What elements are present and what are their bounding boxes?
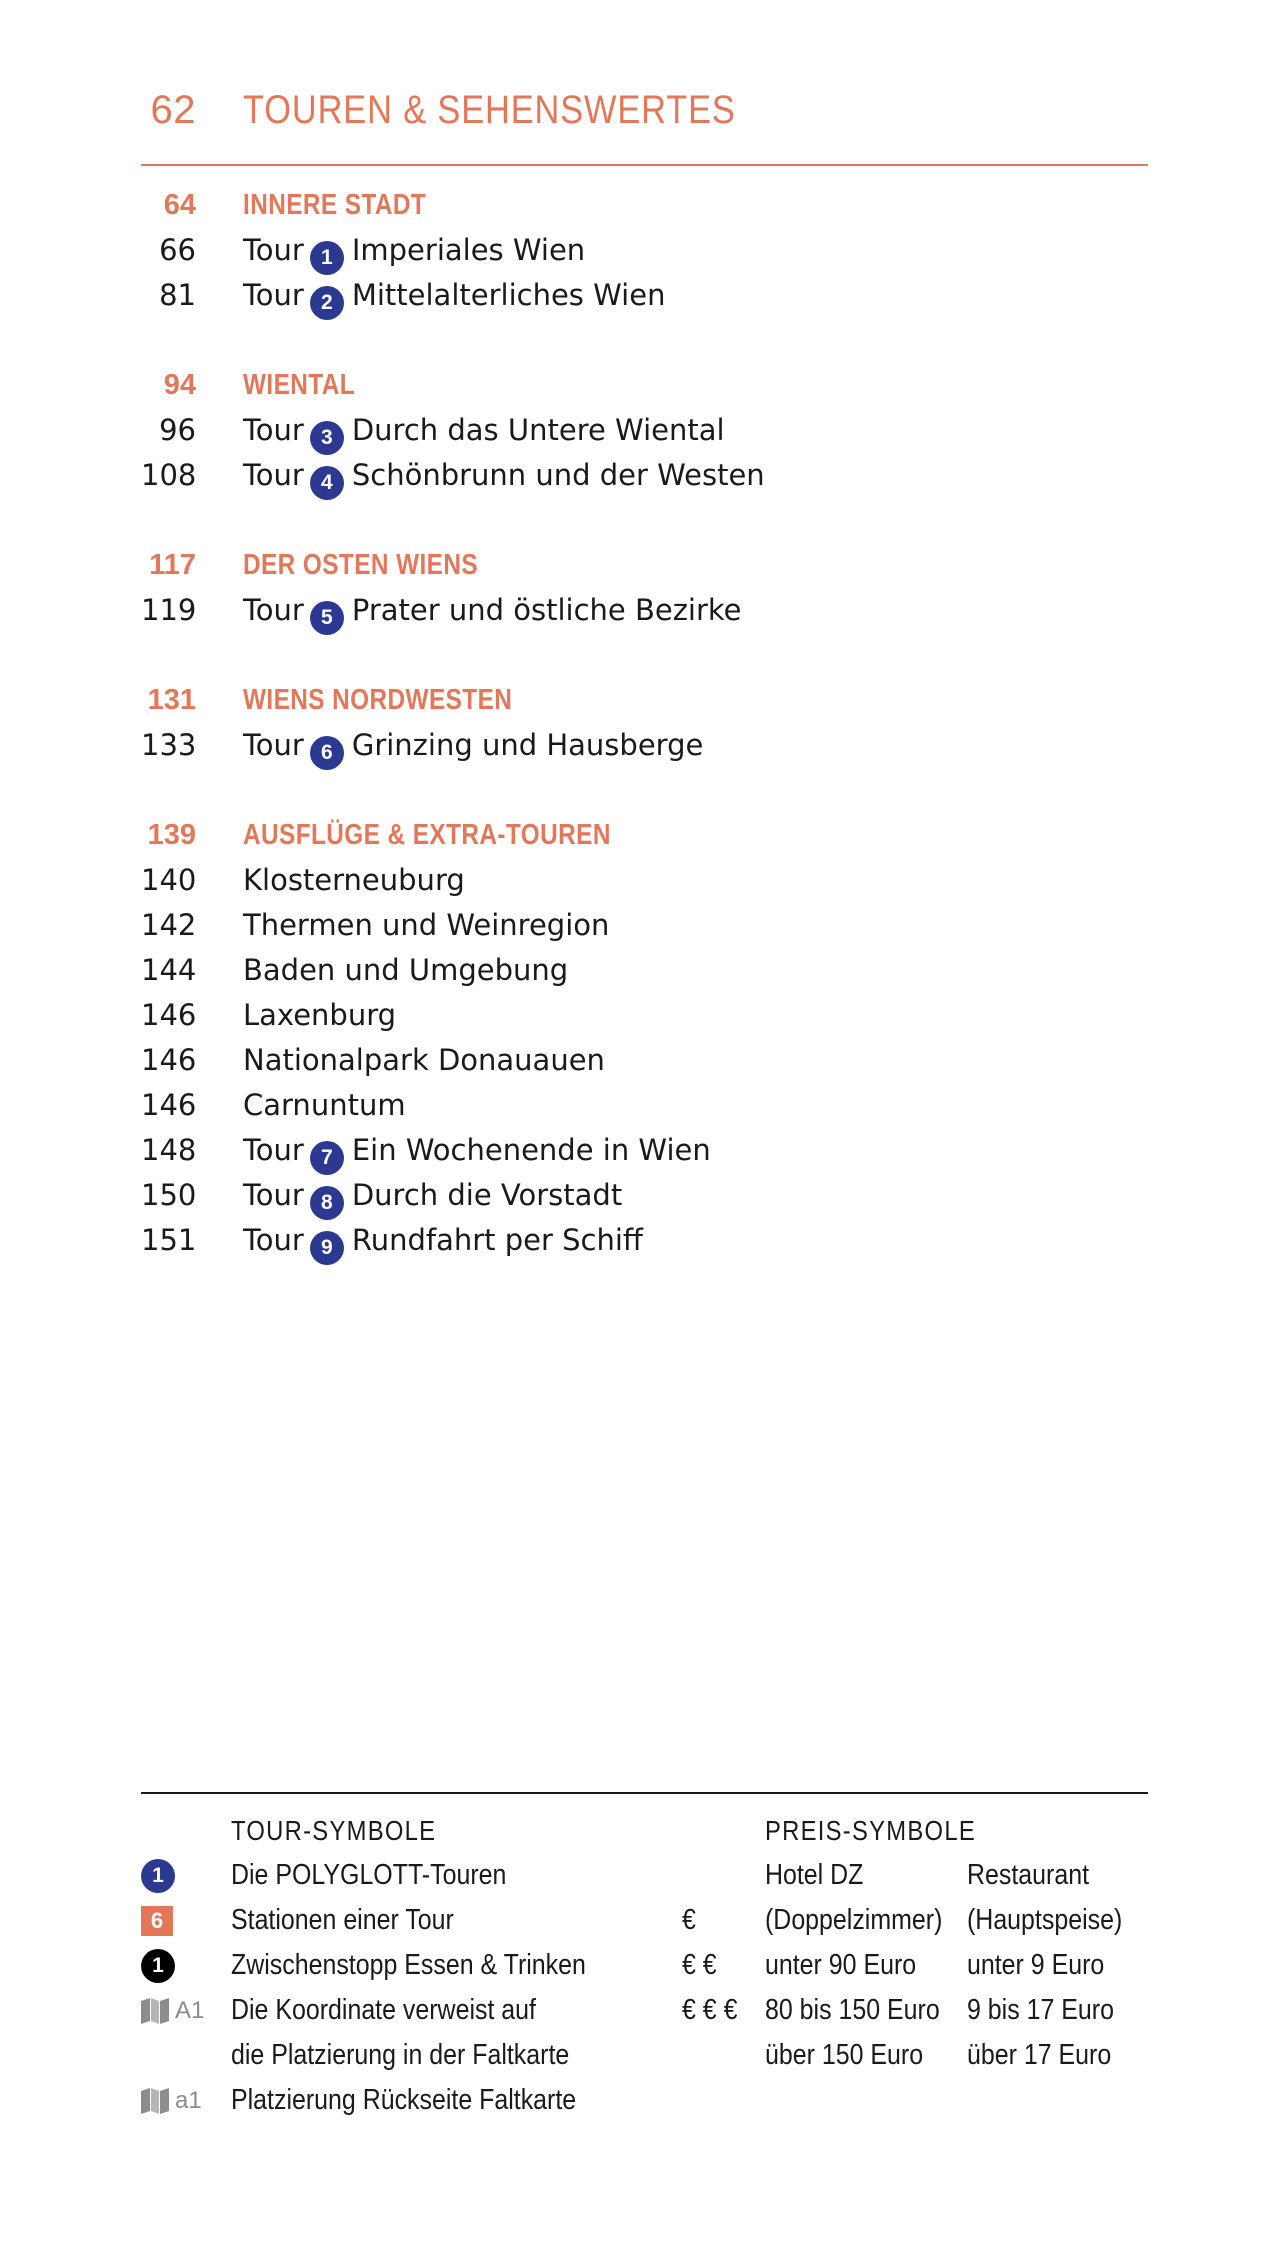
tour-number-badge: 6: [310, 736, 344, 770]
map-coordinate-label: a1: [175, 2086, 202, 2114]
section-title: DER OSTEN WIENS: [243, 549, 479, 581]
entry-title: Durch die Vorstadt: [351, 1178, 623, 1212]
toc-section-der-osten-wiens: [141, 543, 1141, 633]
toc-entry[interactable]: [141, 408, 1141, 453]
tour-label: Tour: [243, 1223, 304, 1257]
price-restaurant-cell: unter 9 Euro: [967, 1949, 1105, 1981]
map-back-coordinate-symbol: [141, 2078, 202, 2123]
section-heading[interactable]: [141, 678, 1141, 723]
folded-map-icon: [141, 1998, 169, 2024]
price-symbol: €: [682, 1904, 696, 1936]
header-divider: [141, 164, 1148, 166]
toc-section-wiens-nordwesten: [141, 678, 1141, 768]
toc-entry[interactable]: [141, 948, 1141, 993]
tour-number-icon: 1: [141, 1859, 175, 1893]
entry-page-number: 151: [141, 1223, 197, 1257]
entry-page-number: 146: [141, 1043, 197, 1077]
entry-title: Prater und östliche Bezirke: [351, 593, 742, 627]
entry-page-number: 96: [159, 413, 196, 447]
legend-text: Platzierung Rückseite Faltkarte: [231, 2084, 577, 2116]
tour-number-badge: 7: [310, 1141, 344, 1175]
tour-number-badge: 3: [310, 421, 344, 455]
entry-page-number: 81: [159, 278, 196, 312]
tour-label: Tour: [243, 458, 304, 492]
entry-page-number: 133: [141, 728, 197, 762]
legend-text: Stationen einer Tour: [231, 1904, 454, 1936]
entry-page-number: 150: [141, 1178, 197, 1212]
tour-number-badge: 8: [310, 1186, 344, 1220]
price-hotel-header: Hotel DZ: [765, 1859, 864, 1891]
chapter-title: TOUREN & SEHENSWERTES: [243, 88, 736, 132]
folded-map-icon: [141, 2088, 169, 2114]
legend-text: Zwischenstopp Essen & Trinken: [231, 1949, 586, 1981]
section-page-number: 117: [149, 549, 196, 581]
tour-label: Tour: [243, 413, 304, 447]
symbol-legend: [141, 1808, 1148, 2138]
toc-entry[interactable]: [141, 273, 1141, 318]
toc-entry[interactable]: [141, 993, 1141, 1038]
toc-entry[interactable]: [141, 453, 1141, 498]
tour-label: Tour: [243, 278, 304, 312]
entry-page-number: 144: [141, 953, 197, 987]
toc-entry[interactable]: [141, 858, 1141, 903]
entry-title: Thermen und Weinregion: [243, 908, 610, 942]
price-restaurant-cell: 9 bis 17 Euro: [967, 1994, 1114, 2026]
station-square-symbol: [141, 1898, 173, 1943]
entry-title: Baden und Umgebung: [243, 953, 569, 987]
tour-number-badge: 4: [310, 466, 344, 500]
entry-title: Rundfahrt per Schiff: [351, 1223, 643, 1257]
chapter-header: [141, 82, 1147, 142]
tour-label: Tour: [243, 593, 304, 627]
entry-page-number: 142: [141, 908, 197, 942]
price-hotel-cell: 80 bis 150 Euro: [765, 1994, 940, 2026]
section-heading[interactable]: [141, 363, 1141, 408]
entry-title: Grinzing und Hausberge: [351, 728, 704, 762]
entry-title: Klosterneuburg: [243, 863, 465, 897]
tour-symbols-heading: TOUR-SYMBOLE: [231, 1815, 437, 1846]
food-stop-symbol: [141, 1943, 175, 1988]
entry-title: Nationalpark Donauauen: [243, 1043, 605, 1077]
toc-entry[interactable]: [141, 228, 1141, 273]
entry-title: Ein Wochenende in Wien: [351, 1133, 711, 1167]
section-heading[interactable]: [141, 183, 1141, 228]
price-hotel-cell: über 150 Euro: [765, 2039, 924, 2071]
tour-circle-symbol: [141, 1853, 175, 1898]
legend-text: Die Koordinate verweist auf: [231, 1994, 536, 2026]
section-title: INNERE STADT: [243, 189, 427, 221]
section-heading[interactable]: [141, 543, 1141, 588]
toc-entry[interactable]: [141, 1083, 1141, 1128]
entry-title: Carnuntum: [243, 1088, 406, 1122]
section-heading[interactable]: [141, 813, 1141, 858]
section-page-number: 94: [163, 369, 196, 401]
tour-label: Tour: [243, 1133, 304, 1167]
section-title: WIENS NORDWESTEN: [243, 684, 513, 716]
tour-label: Tour: [243, 1178, 304, 1212]
map-coordinate-symbol: [141, 1988, 204, 2033]
chapter-page-number: 62: [150, 88, 196, 132]
toc-section-ausfluege: [141, 813, 1141, 1263]
toc-entry[interactable]: [141, 588, 1141, 633]
toc-entry[interactable]: [141, 903, 1141, 948]
entry-page-number: 140: [141, 863, 197, 897]
station-number-icon: 6: [141, 1906, 173, 1936]
tour-number-badge: 5: [310, 601, 344, 635]
entry-page-number: 146: [141, 1088, 197, 1122]
toc-entry[interactable]: [141, 1218, 1141, 1263]
section-title: AUSFLÜGE & EXTRA-TOUREN: [243, 819, 611, 851]
price-symbol: € €: [682, 1949, 717, 1981]
entry-title: Durch das Untere Wiental: [351, 413, 725, 447]
tour-number-badge: 9: [310, 1231, 344, 1265]
entry-title: Mittelalterliches Wien: [351, 278, 666, 312]
toc-section-wiental: [141, 363, 1141, 498]
entry-page-number: 108: [141, 458, 197, 492]
toc-section-innere-stadt: [141, 183, 1141, 318]
section-page-number: 131: [147, 684, 196, 716]
legend-text: die Platzierung in der Faltkarte: [231, 2039, 570, 2071]
price-symbols-heading: PREIS-SYMBOLE: [765, 1815, 976, 1846]
section-title: WIENTAL: [243, 369, 356, 401]
toc-entry[interactable]: [141, 1038, 1141, 1083]
price-symbol: € € €: [682, 1994, 738, 2026]
toc-entry[interactable]: [141, 723, 1141, 768]
tour-number-badge: 2: [310, 286, 344, 320]
entry-page-number: 66: [159, 233, 196, 267]
entry-page-number: 148: [141, 1133, 197, 1167]
toc-entry[interactable]: [141, 1128, 1141, 1173]
entry-page-number: 119: [141, 593, 197, 627]
entry-title: Laxenburg: [243, 998, 397, 1032]
tour-label: Tour: [243, 233, 304, 267]
price-restaurant-cell: über 17 Euro: [967, 2039, 1112, 2071]
price-hotel-cell: (Doppelzimmer): [765, 1904, 943, 1936]
section-page-number: 64: [163, 189, 196, 221]
toc-entry[interactable]: [141, 1173, 1141, 1218]
tour-label: Tour: [243, 728, 304, 762]
section-page-number: 139: [147, 819, 196, 851]
price-restaurant-cell: (Hauptspeise): [967, 1904, 1123, 1936]
food-stop-icon: 1: [141, 1949, 175, 1983]
entry-title: Imperiales Wien: [351, 233, 586, 267]
price-hotel-cell: unter 90 Euro: [765, 1949, 917, 1981]
legend-text: Die POLYGLOTT-Touren: [231, 1859, 507, 1891]
entry-page-number: 146: [141, 998, 197, 1032]
map-coordinate-label: A1: [175, 1996, 205, 2024]
table-of-contents: [141, 183, 1141, 1308]
price-restaurant-header: Restaurant: [967, 1859, 1089, 1891]
tour-number-badge: 1: [310, 241, 344, 275]
entry-title: Schönbrunn und der Westen: [351, 458, 765, 492]
legend-divider: [141, 1792, 1148, 1794]
